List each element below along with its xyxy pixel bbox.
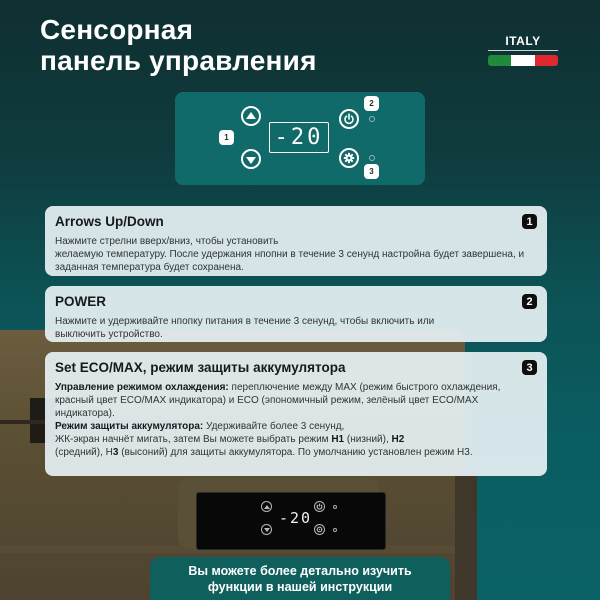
panel-lcd-display: -20 — [269, 122, 329, 153]
gear-icon — [316, 526, 323, 533]
manual-note — [150, 557, 450, 600]
flag-green-stripe — [488, 55, 511, 66]
card-title: POWER — [55, 294, 107, 309]
card-text: Управление режимом охлаждения: переплючение между MAX (режим быстрого охлаждения, красный цвет ECO/MAX индикатора) и ECO (эпономичный режим, зелёный цвет ECO/MAX индикатора). Режим защиты аккумулятора: Удерживайте более 3 сенунд, ЖК-экран начнёт мигать, затем Вы можете выбрать режим H1 (низний), H2 (средний), Н3 (высоний) для защиты аккумулятора. По умолчанию установлен режим Н3. — [55, 382, 501, 458]
fridge-side — [455, 470, 477, 600]
card-number-badge: 2 — [522, 294, 537, 309]
callout-1: 1 — [219, 130, 234, 145]
callout-3: 3 — [364, 164, 379, 179]
power-icon — [343, 113, 355, 125]
fridge-power-button[interactable] — [314, 501, 325, 512]
flag-red-stripe — [535, 55, 558, 66]
card-title: Set ECO/MAX, режим защиты аккумулятора — [55, 360, 346, 375]
callout-2: 2 — [364, 96, 379, 111]
control-panel-diagram — [175, 92, 425, 185]
card-text: Нажмите стрелни вверх/вниз, чтобы установить желаемую температуру. После удержания нпопни в течение 3 сенунд настройна будет завершена, и заданная температура будет сохранена. — [55, 236, 525, 273]
card-number-badge: 3 — [522, 360, 537, 375]
eco-max-indicator-led — [369, 155, 375, 161]
card-text: Нажмите и удерживайте нпопку питания в течение 3 сенунд, чтобы включить или выключить устройство. — [55, 316, 435, 340]
card-title: Arrows Up/Down — [55, 214, 164, 229]
arrow-down-icon — [246, 157, 256, 164]
flag-white-stripe — [511, 55, 534, 66]
manual-note-line-1: Вы можете более детально изучить — [188, 564, 412, 578]
fridge-down-button[interactable] — [261, 524, 272, 535]
power-icon — [316, 503, 323, 510]
gear-icon — [343, 152, 355, 164]
fridge-settings-button[interactable] — [314, 524, 325, 535]
card-number-badge: 1 — [522, 214, 537, 229]
italy-flag-icon — [488, 55, 558, 66]
arrow-up-icon — [246, 112, 256, 119]
info-card-arrows — [45, 206, 547, 276]
info-card-eco-max — [45, 352, 547, 476]
settings-button[interactable] — [339, 148, 359, 168]
manual-note-line-2: функции в нашей инструкции — [207, 580, 393, 594]
arrow-up-button[interactable] — [241, 106, 261, 126]
power-button[interactable] — [339, 109, 359, 129]
arrow-down-button[interactable] — [241, 149, 261, 169]
fridge-eco-led — [333, 528, 337, 532]
arrow-down-icon — [264, 528, 270, 532]
info-card-power — [45, 286, 547, 342]
italy-badge — [488, 34, 558, 66]
italy-badge-label: ITALY — [488, 34, 558, 51]
title-line-1: Сенсорная — [40, 14, 194, 45]
power-indicator-led — [369, 116, 375, 122]
title-line-2: панель управления — [40, 45, 317, 76]
fridge-lcd-value: -20 — [279, 509, 313, 527]
fridge-control-display — [196, 492, 386, 550]
fridge-power-led — [333, 505, 337, 509]
fridge-up-button[interactable] — [261, 501, 272, 512]
page-title — [40, 14, 317, 76]
arrow-up-icon — [264, 505, 270, 509]
